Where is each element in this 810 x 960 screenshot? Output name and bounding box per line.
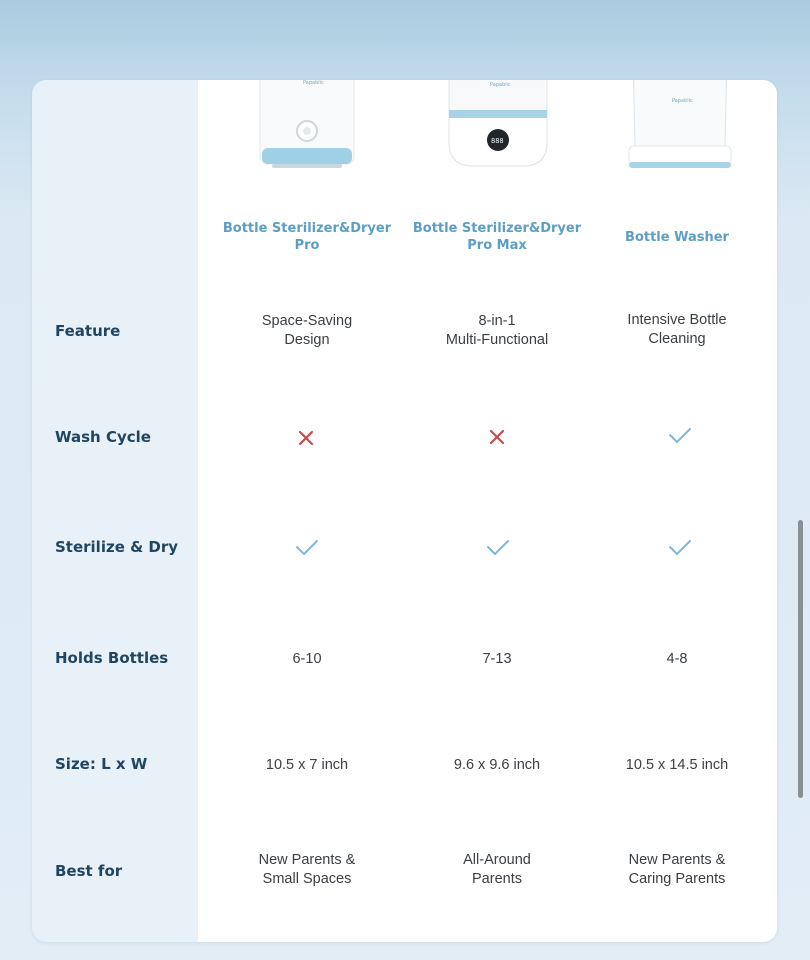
row-label-wash-cycle: Wash Cycle [55, 428, 151, 446]
cell-feature [407, 312, 587, 350]
cell-line: New Parents & [628, 852, 726, 868]
product-image-sterilizer-pro [258, 80, 358, 176]
cell-best-for [407, 851, 587, 889]
product-name-bottle-washer [587, 229, 767, 246]
check-icon [486, 538, 506, 558]
cell-line: Caring Parents [628, 871, 726, 887]
cell-line: Space-Saving [261, 313, 353, 329]
brand-logo-text: Papablic [303, 80, 324, 86]
cell-feature [217, 312, 397, 350]
product-image-sterilizer-pro-max [445, 80, 551, 176]
product-name-sterilizer-pro [217, 220, 397, 254]
cell-holds-bottles: 4-8 [666, 651, 688, 667]
check-icon [668, 538, 688, 558]
brand-logo-text: Papablic [490, 82, 511, 88]
cell-line: Parents [472, 871, 522, 887]
row-label-holds-bottles: Holds Bottles [55, 649, 169, 667]
product-image-bottle-washer [625, 80, 735, 176]
row-label-best-for: Best for [55, 862, 123, 880]
cell-line: Intensive Bottle [627, 312, 727, 328]
cell-line: Cleaning [648, 331, 706, 347]
row-label-size: Size: L x W [55, 755, 148, 773]
product-name-line: Pro Max [467, 238, 527, 253]
cell-holds-bottles: 6-10 [292, 651, 322, 667]
product-name-line: Bottle Sterilizer&Dryer [222, 221, 392, 236]
row-label-feature: Feature [55, 322, 121, 340]
product-name-sterilizer-pro-max [407, 220, 587, 254]
cell-line: Multi-Functional [445, 332, 549, 348]
control-display-digits: 888 [491, 137, 504, 145]
cell-size: 9.6 x 9.6 inch [453, 757, 541, 773]
cell-holds-bottles: 7-13 [482, 651, 512, 667]
comparison-card [32, 80, 777, 942]
cell-line: 8-in-1 [478, 313, 516, 329]
cell-size: 10.5 x 14.5 inch [625, 757, 729, 773]
cell-line: Design [284, 332, 330, 348]
cell-line: All-Around [463, 852, 531, 868]
check-icon [668, 426, 688, 446]
scrollbar[interactable] [798, 520, 803, 798]
brand-logo-text: Papablic [672, 98, 693, 104]
product-name-line: Bottle Sterilizer&Dryer [412, 221, 582, 236]
product-name-line: Pro [294, 238, 320, 253]
cell-best-for [217, 851, 397, 889]
cell-feature [587, 311, 767, 349]
cell-best-for [587, 851, 767, 889]
products-panel [198, 80, 777, 942]
cross-icon [487, 427, 507, 447]
cell-size: 10.5 x 7 inch [265, 757, 349, 773]
cell-line: Small Spaces [262, 871, 352, 887]
check-icon [295, 538, 315, 558]
cross-icon [296, 428, 316, 448]
cell-line: New Parents & [258, 852, 356, 868]
product-name-line: Bottle Washer [625, 230, 729, 245]
row-label-sterilize-dry: Sterilize & Dry [55, 538, 179, 556]
